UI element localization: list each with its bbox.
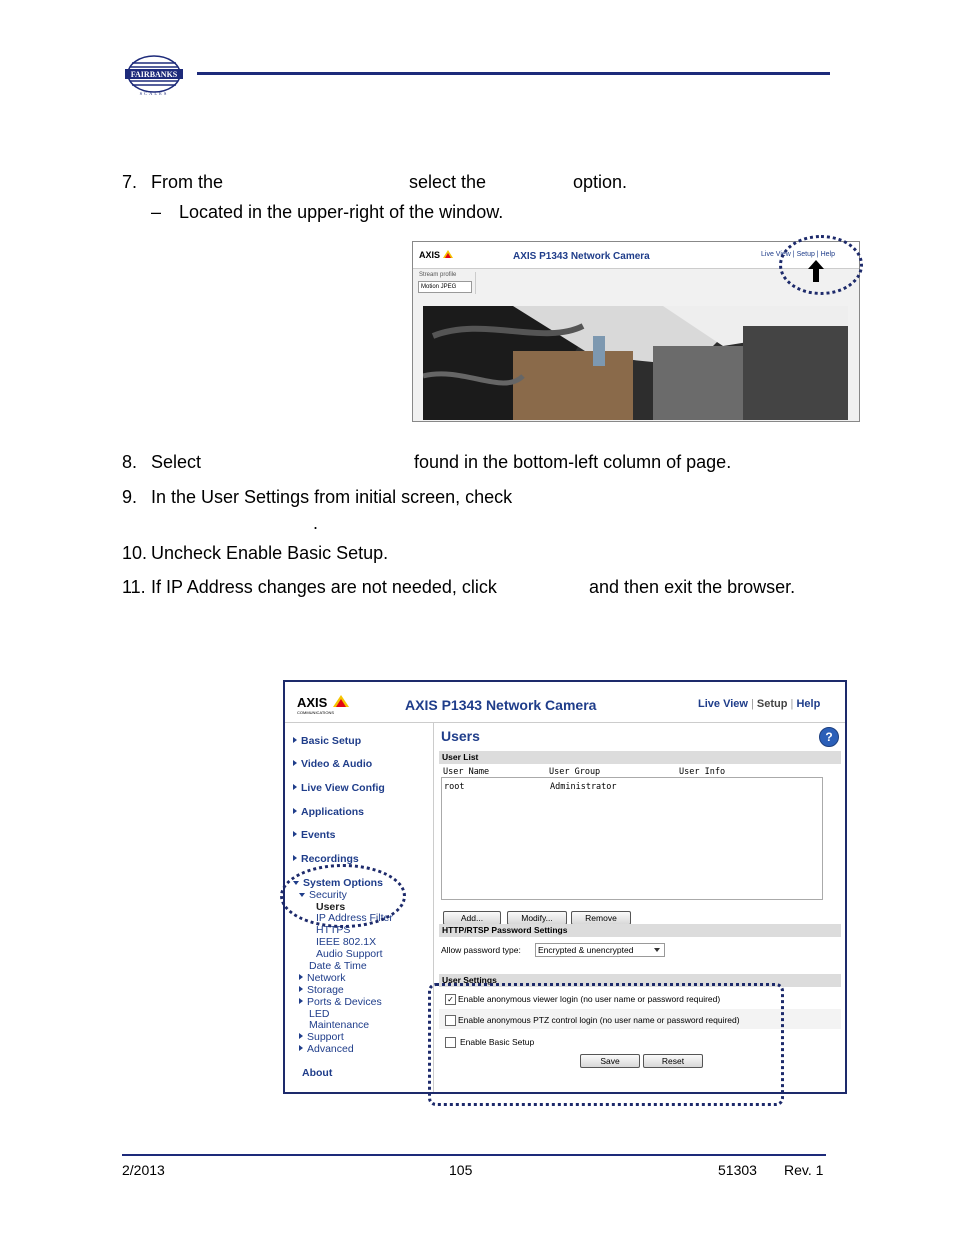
step-10-text: Uncheck Enable Basic Setup.	[151, 543, 389, 563]
reset-button[interactable]: Reset	[643, 1054, 703, 1068]
step-8-text-b: found in the bottom-left column of page.	[414, 452, 732, 472]
table-row-group: Administrator	[550, 782, 617, 792]
user-settings-header: User Settings	[439, 974, 841, 987]
chevron-right-icon	[293, 784, 297, 790]
s1-nav: Live View | Setup | Help	[761, 251, 835, 258]
add-button[interactable]: Add...	[443, 911, 501, 925]
save-button[interactable]: Save	[580, 1054, 640, 1068]
s2-title: AXIS P1343 Network Camera	[405, 697, 597, 713]
svg-text:AXIS: AXIS	[419, 250, 441, 260]
axis-logo-small	[419, 248, 453, 262]
menu-recordings[interactable]: Recordings	[293, 853, 359, 865]
nav-live-view[interactable]: Live View	[698, 698, 748, 710]
allow-password-select[interactable]: Encrypted & unencrypted	[535, 943, 665, 957]
header-rule	[197, 72, 830, 75]
chevron-right-icon	[293, 831, 297, 837]
camera-video-feed	[423, 306, 848, 420]
nav-sep: |	[790, 698, 794, 710]
nav-setup[interactable]: Setup	[756, 698, 788, 710]
footer-page-number: 105	[449, 1162, 473, 1178]
chevron-right-icon	[293, 855, 297, 861]
highlight-user-settings-box	[428, 983, 784, 1106]
highlight-setup-circle	[779, 235, 863, 295]
nav-sep: |	[751, 698, 754, 710]
col-user-group: User Group	[549, 767, 601, 777]
chevron-right-icon	[299, 998, 303, 1004]
col-user-name: User Name	[443, 767, 490, 777]
menu-basic-setup[interactable]: Basic Setup	[293, 735, 361, 747]
menu-events[interactable]: Events	[293, 829, 335, 841]
s1-title: AXIS P1343 Network Camera	[513, 251, 650, 262]
modify-button[interactable]: Modify...	[507, 911, 567, 925]
step-7-num: 7.	[122, 172, 138, 192]
menu-security[interactable]: Security	[299, 889, 347, 901]
chevron-down-icon	[654, 948, 660, 952]
step-8-num: 8.	[122, 452, 138, 472]
step-7-text-a: From the	[151, 172, 224, 192]
bullet-text: Located in the upper-right of the window.	[179, 202, 504, 222]
menu-applications[interactable]: Applications	[293, 806, 364, 818]
step-9-cont: .	[313, 513, 319, 533]
s2-nav	[698, 698, 820, 710]
menu-live-view-config[interactable]: Live View Config	[293, 782, 385, 794]
menu-users[interactable]: Users	[316, 901, 346, 913]
chevron-right-icon	[299, 1033, 303, 1039]
user-list-box[interactable]	[441, 777, 823, 900]
table-row-name: root	[444, 782, 465, 792]
menu-ip-address-filter[interactable]: IP Address Filter	[316, 912, 393, 924]
chevron-right-icon	[299, 1045, 303, 1051]
fairbanks-logo	[124, 55, 184, 97]
menu-network[interactable]: Network	[299, 972, 346, 984]
remove-button[interactable]: Remove	[571, 911, 631, 925]
logo-sub: SCALES	[139, 91, 169, 96]
step-10-num: 10.	[122, 543, 148, 563]
s1-nav-live-view[interactable]: Live View	[761, 251, 791, 258]
svg-text:COMMUNICATIONS: COMMUNICATIONS	[297, 710, 335, 715]
menu-support[interactable]: Support	[299, 1031, 344, 1043]
menu-ports-devices[interactable]: Ports & Devices	[299, 996, 382, 1008]
menu-system-options[interactable]: System Options	[293, 877, 383, 889]
page-title: Users	[441, 728, 480, 744]
axis-logo	[297, 694, 351, 716]
chevron-right-icon	[299, 974, 303, 980]
s1-separator	[475, 272, 476, 294]
s1-profile-label: Stream profile	[419, 272, 457, 278]
menu-led[interactable]: LED	[309, 1008, 330, 1020]
anonymous-viewer-label: Enable anonymous viewer login (no user name or password required)	[458, 994, 721, 1004]
menu-advanced[interactable]: Advanced	[299, 1043, 354, 1055]
menu-https[interactable]: HTTPS	[316, 924, 351, 936]
step-8-text-a: Select	[151, 452, 202, 472]
step-7-text-b: select the	[409, 172, 487, 192]
anonymous-viewer-checkbox[interactable]: ✓	[445, 994, 456, 1005]
menu-maintenance[interactable]: Maintenance	[309, 1019, 370, 1031]
menu-date-time[interactable]: Date & Time	[309, 960, 367, 972]
s1-profile-select[interactable]: Motion JPEG	[418, 281, 472, 293]
s1-nav-setup[interactable]: Setup	[796, 251, 815, 258]
help-icon[interactable]: ?	[819, 727, 839, 747]
footer-rule	[122, 1154, 826, 1156]
s2-header	[285, 682, 845, 723]
menu-storage[interactable]: Storage	[299, 984, 344, 996]
user-list-header: User List	[439, 751, 841, 764]
basic-setup-label: Enable Basic Setup	[460, 1037, 535, 1047]
logo-text: FAIRBANKS	[130, 70, 178, 79]
step-9-num: 9.	[122, 487, 138, 507]
step-7-text-c: option.	[573, 172, 628, 192]
menu-audio-support[interactable]: Audio Support	[316, 948, 383, 960]
bullet-dash: –	[151, 202, 162, 222]
step-9-text: In the User Settings from initial screen, check	[151, 487, 513, 507]
step-11-text-b: and then exit the browser.	[589, 577, 796, 597]
chevron-right-icon	[299, 986, 303, 992]
nav-help[interactable]: Help	[796, 698, 821, 710]
step-11-text-a: If IP Address changes are not needed, click	[151, 577, 497, 597]
s1-nav-help[interactable]: Help	[820, 251, 835, 258]
menu-video-audio[interactable]: Video & Audio	[293, 758, 372, 770]
footer-doc-number: 51303	[718, 1162, 757, 1178]
menu-about[interactable]: About	[302, 1067, 333, 1079]
footer-revision: Rev. 1	[784, 1162, 824, 1178]
col-user-info: User Info	[679, 767, 726, 777]
chevron-right-icon	[293, 737, 297, 743]
step-11-num: 11.	[122, 577, 146, 597]
menu-ieee-8021x[interactable]: IEEE 802.1X	[316, 936, 377, 948]
chevron-right-icon	[293, 760, 297, 766]
chevron-right-icon	[293, 808, 297, 814]
allow-password-label: Allow password type:	[441, 945, 521, 955]
svg-text:AXIS: AXIS	[297, 695, 328, 710]
highlight-security-circle	[280, 864, 406, 928]
anonymous-ptz-label: Enable anonymous PTZ control login (no user name or password required)	[458, 1015, 740, 1025]
password-settings-header: HTTP/RTSP Password Settings	[439, 924, 841, 937]
footer-date: 2/2013	[122, 1162, 165, 1178]
